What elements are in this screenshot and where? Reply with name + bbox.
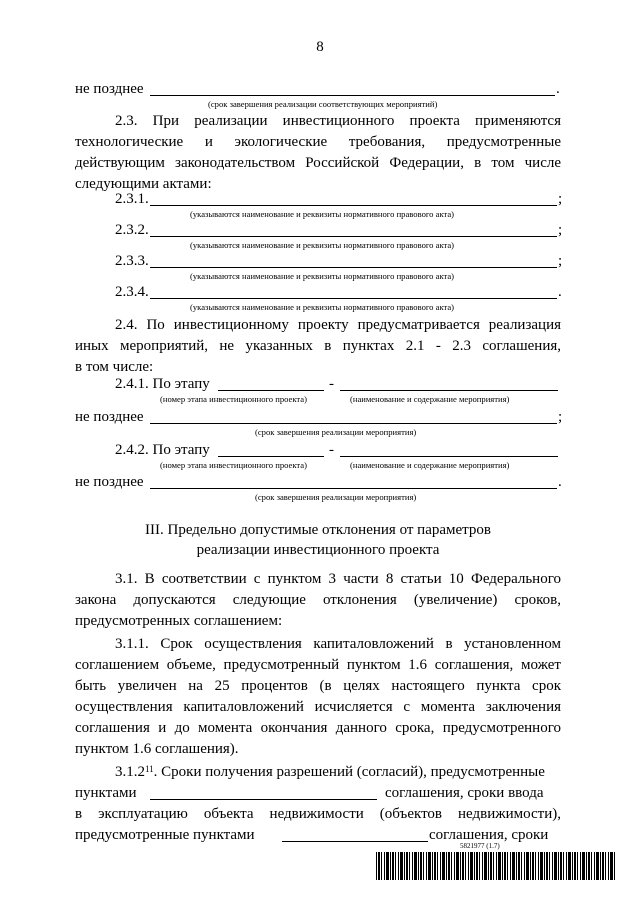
act-number: 2.3.1. [115, 191, 149, 207]
act-end: . [558, 284, 562, 300]
paragraph-2-3-line: следующими актами: [75, 176, 212, 192]
paragraph-3-1-line: 3.1. В соответствии с пунктом 3 части 8 статьи 10 Федерального [115, 571, 561, 587]
blank-line [150, 95, 555, 96]
paragraph-3-1-2-line [115, 763, 545, 781]
act-number: 2.3.3. [115, 253, 149, 269]
paragraph-2-4-line: в том числе: [75, 359, 154, 375]
act-end: ; [558, 191, 563, 207]
deadline-label: не позднее [75, 474, 144, 490]
stage-label: 2.4.2. По этапу [115, 442, 210, 458]
blank-line [150, 236, 557, 237]
blank-line [340, 456, 558, 457]
barcode [376, 852, 616, 880]
deadline-label: не позднее [75, 81, 144, 97]
dash: - [329, 376, 334, 392]
dash: - [329, 442, 334, 458]
stage-caption: (номер этапа инвестиционного проекта) [160, 460, 307, 470]
blank-line [218, 456, 324, 457]
deadline-caption: (срок завершения реализации мероприятия) [255, 427, 417, 437]
paragraph-2-3-line: технологические и экологические требования, предусмотренные [75, 134, 561, 150]
paragraph-3-1-1-line: быть увеличен на 25 процентов (в целях настоящего пункта срок [75, 678, 561, 694]
period: . [556, 81, 560, 97]
stage-label: 2.4.1. По этапу [115, 376, 210, 392]
blank-line [150, 267, 557, 268]
deadline-label: не позднее [75, 409, 144, 425]
paragraph-3-1-2-text: предусмотренные пунктами [75, 827, 255, 843]
clause-text: . Сроки получения разрешений (согласий), предусмотренные [153, 764, 545, 780]
paragraph-2-3-line: 2.3. При реализации инвестиционного проекта применяются [115, 113, 561, 129]
clause-number: 3.1.2 [115, 764, 145, 780]
act-caption: (указываются наименование и реквизиты нормативного правового акта) [190, 271, 455, 281]
blank-line [150, 423, 557, 424]
paragraph-3-1-1-line: пунктом 1.6 соглашения). [75, 741, 239, 757]
semicolon: ; [558, 409, 563, 425]
paragraph-2-4-line: 2.4. По инвестиционному проекту предусматривается реализация [115, 317, 561, 333]
paragraph-2-4-line: иных мероприятий, не указанных в пунктах 2.1 - 2.3 соглашения, [75, 338, 561, 354]
blank-line [150, 799, 377, 800]
act-end: ; [558, 253, 563, 269]
stage-caption: (наименование и содержание мероприятия) [350, 394, 510, 404]
paragraph-3-1-1-line: соглашением объеме, предусмотренный пунктом 1.6 соглашения, может [75, 657, 561, 673]
blank-line [218, 390, 324, 391]
section-title: III. Предельно допустимые отклонения от параметров [145, 522, 491, 538]
period: . [558, 474, 562, 490]
blank-line [150, 488, 557, 489]
act-number: 2.3.4. [115, 284, 149, 300]
paragraph-3-1-2-text: пунктами [75, 785, 137, 801]
stage-caption: (номер этапа инвестиционного проекта) [160, 394, 307, 404]
paragraph-3-1-1-line: 3.1.1. Срок осуществления капиталовложений в установленном [115, 636, 561, 652]
section-title: реализации инвестиционного проекта [196, 542, 440, 558]
field-caption: (срок завершения реализации соответствующих мероприятий) [208, 99, 438, 109]
act-end: ; [558, 222, 563, 238]
act-number: 2.3.2. [115, 222, 149, 238]
document-code: 5821977 (1.7) [460, 842, 500, 850]
act-caption: (указываются наименование и реквизиты нормативного правового акта) [190, 240, 455, 250]
paragraph-3-1-1-line: соглашения и до момента окончания данного срока, предусмотренного [75, 720, 561, 736]
blank-line [282, 841, 428, 842]
paragraph-2-3-line: действующим законодательством Российской Федерации, в том числе [75, 155, 561, 171]
paragraph-3-1-line: закона допускаются следующие отклонения (увеличение) сроков, [75, 592, 561, 608]
footnote-ref: 11 [145, 764, 154, 774]
page-number: 8 [316, 39, 324, 55]
act-caption: (указываются наименование и реквизиты нормативного правового акта) [190, 209, 455, 219]
blank-line [150, 298, 557, 299]
deadline-caption: (срок завершения реализации мероприятия) [255, 492, 417, 502]
stage-caption: (наименование и содержание мероприятия) [350, 460, 510, 470]
act-caption: (указываются наименование и реквизиты нормативного правового акта) [190, 302, 455, 312]
paragraph-3-1-2-text: соглашения, сроки ввода [385, 785, 544, 801]
paragraph-3-1-1-line: осуществления капиталовложений исчисляется с момента заключения [75, 699, 561, 715]
paragraph-3-1-line: предусмотренных соглашением: [75, 613, 283, 629]
blank-line [340, 390, 558, 391]
paragraph-3-1-2-text: соглашения, сроки [429, 827, 549, 843]
blank-line [150, 205, 557, 206]
paragraph-3-1-2-line: в эксплуатацию объекта недвижимости (объектов недвижимости), [75, 806, 561, 822]
